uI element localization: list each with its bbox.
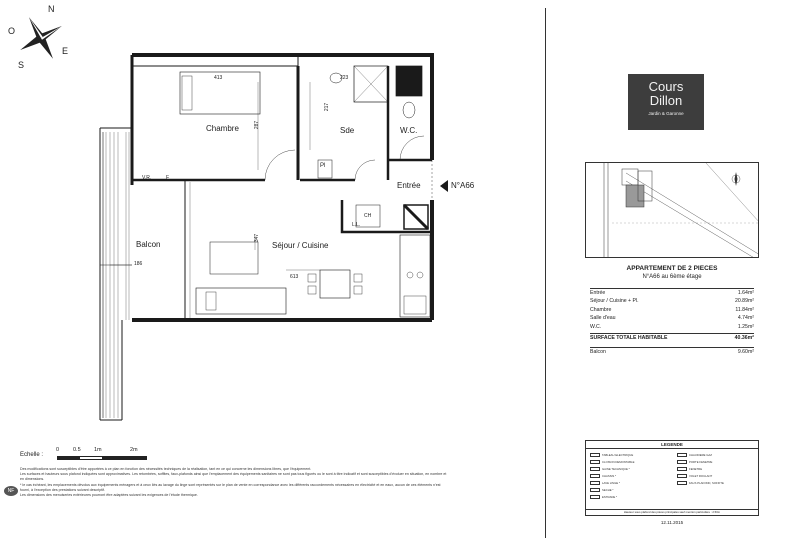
surface-room-name: Séjour / Cuisine + Pl. (590, 298, 639, 305)
legal-note-4: Les dimensions des menuiseries extérieures pourront être adaptées suivant les exigences de l'étude thermique. (20, 493, 198, 498)
room-balcon: Balcon (136, 240, 161, 249)
legend-symbol-icon (677, 474, 687, 478)
legend-item (590, 465, 667, 472)
room-sejour: Séjour / Cuisine (272, 241, 329, 250)
surface-row (590, 289, 754, 297)
room-sde: Sde (340, 126, 355, 135)
legend-item (590, 493, 667, 500)
legend-symbol-icon (590, 453, 600, 457)
legend-label: PORTE FENETRE (689, 459, 713, 464)
legal-note-1: Des modifications sont susceptibles d'être apportées à ce plan en fonction des nécessités techniques de la réalisation, tant en ce qui concerne les dimensions libres, que l'équipement. (20, 467, 312, 471)
legend-symbol-icon (677, 453, 687, 457)
surface-room-name: Chambre (590, 306, 612, 313)
legend-item (590, 486, 667, 493)
logo-line-1: Cours (648, 79, 684, 94)
scale-tick-0: 0 (56, 447, 60, 453)
legend-symbol-icon (590, 481, 600, 485)
label-vr: V.R. (142, 175, 152, 181)
dim-223: 223 (340, 75, 349, 81)
legend-symbol-icon (590, 460, 600, 464)
label-ll: L.L. (352, 222, 361, 228)
entrance-arrow-icon (440, 180, 448, 192)
surface-row (590, 314, 754, 322)
room-chambre: Chambre (206, 124, 239, 133)
dim-613: 613 (290, 274, 299, 280)
legal-note-3: * le cas échéant, les emplacements dévolus aux équipements ménagers et à ceux liés au lavage du linge sont représentés sur le plan de vente en correspondance avec les différents raccordements nécessaires en électricité et en eaux, aucun de ces éléments n'est fourni, à l'exception des prestations suivant descriptif. (20, 482, 441, 492)
surface-balcon-label: Balcon (590, 349, 606, 356)
legend-item (590, 458, 667, 465)
dim-347: 347 (254, 233, 261, 243)
document-date: 12.11.2015 (660, 520, 684, 525)
compass-n: N (48, 4, 55, 14)
surface-room-name: Entrée (590, 290, 606, 296)
legal-note-2: Les surfaces et hauteurs sous plafond indiquées sont approximatives. Les retombées, soffites, faux-plafonds ainsi que l'emplacement des équipements sanitaires ne sont pas tous figurés ou le sont à titre indicatif et sont susceptibles d'évoluer en situation, en nombre et en dimensions. (20, 472, 447, 482)
label-ch: CH (364, 213, 372, 219)
surface-room-name: Salle d'eau (590, 315, 616, 322)
legend-box (585, 440, 759, 516)
page-divider (545, 8, 546, 538)
site-map-icon (586, 163, 759, 258)
scale-bar (57, 456, 147, 460)
legend-item (677, 458, 754, 465)
legend-label: VOLET ROULANT (689, 473, 713, 478)
scale-tick-1m: 1m (94, 447, 102, 453)
legend-label: FENETRE (689, 466, 703, 471)
surface-balcon-row (590, 347, 754, 356)
surface-row (590, 306, 754, 314)
legend-symbol-icon (590, 495, 600, 499)
legend-label: FAUX-PLAFOND, SOFFITE (689, 480, 724, 485)
apartment-title: APPARTEMENT DE 2 PIECES (626, 265, 718, 272)
legend-label: SECHE * (602, 487, 614, 492)
surface-total-label: SURFACE TOTALE HABITABLE (590, 335, 668, 342)
surface-total-value: 40.36m² (734, 335, 754, 342)
logo-line-3: Jardin & Garonne (648, 111, 684, 116)
surface-room-area: 1.25m² (737, 323, 754, 330)
legend-symbol-icon (590, 467, 600, 471)
legend-label: CLOISON DEMONTABLE (602, 459, 635, 464)
legend-title: LEGENDE (586, 441, 758, 449)
legend-symbol-icon (677, 460, 687, 464)
scale-label: Echelle : (20, 452, 44, 458)
nf-logo: NF (4, 486, 18, 496)
legend-item (677, 451, 754, 458)
compass-e: E (62, 46, 69, 56)
surface-room-area: 11.84m² (735, 306, 754, 313)
legend-symbol-icon (590, 474, 600, 478)
legend-label: ESTRADE * (602, 494, 618, 499)
logo-line-2: Dillon (649, 93, 683, 108)
room-wc: W.C. (400, 126, 418, 135)
dim-413: 413 (214, 75, 223, 81)
compass-o: O (8, 26, 16, 36)
legend-label: CHAUDIERE GAZ (689, 452, 712, 457)
label-f: F (166, 175, 170, 181)
surface-room-area: 4.74m² (737, 315, 754, 322)
legend-label: CHASSIS * (602, 473, 617, 478)
location-map (585, 162, 759, 258)
brand-logo (628, 74, 704, 130)
surface-room-area: 1.64m² (737, 290, 754, 296)
surface-balcon-value: 9.60m² (737, 349, 754, 356)
apartment-tag: N°A66 (451, 181, 475, 190)
surface-total-row (590, 333, 754, 342)
scale-tick-05: 0.5 (73, 447, 81, 453)
dim-217: 217 (324, 102, 331, 112)
room-entree: Entrée (397, 181, 421, 190)
legend-item (677, 465, 754, 472)
legend-item (590, 479, 667, 486)
legend-label: LAVE LINGE * (602, 480, 620, 485)
legend-symbol-icon (677, 467, 687, 471)
legend-item (677, 472, 754, 479)
legend-item (590, 472, 667, 479)
room-pl: Pl (320, 163, 326, 169)
legend-item (677, 479, 754, 486)
apartment-subtitle: N°A66 au 6ème étage (642, 274, 702, 280)
surface-room-name: W.C. (590, 323, 602, 330)
surfaces-table (590, 288, 754, 357)
compass-s: S (18, 60, 25, 70)
legend-item (590, 451, 667, 458)
legend-label: GAINE TECHNIQUE * (602, 466, 630, 471)
scale-tick-2m: 2m (130, 447, 138, 453)
dim-287: 287 (254, 120, 261, 130)
legal-notes (20, 467, 450, 498)
legend-label: TABLEAU ELECTRIQUE (602, 452, 634, 457)
legend-symbol-icon (677, 481, 687, 485)
surface-row (590, 297, 754, 305)
dim-186: 186 (134, 261, 143, 267)
legend-footnote: Hauteur sous plafond des pièces principales sauf mention particulière : 2.50m (586, 509, 758, 515)
legend-symbol-icon (590, 488, 600, 492)
surface-room-area: 20.89m² (734, 298, 754, 305)
surface-row (590, 323, 754, 331)
